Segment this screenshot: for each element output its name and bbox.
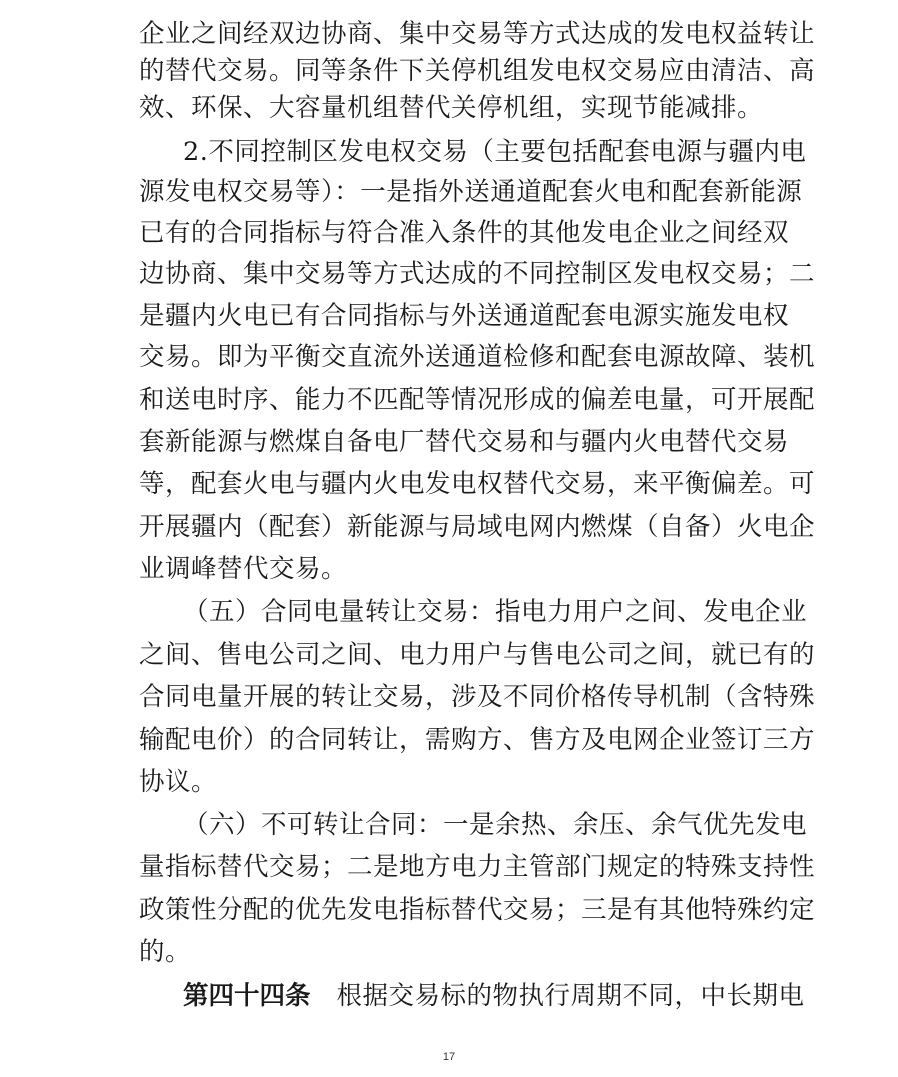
text-line: 业调峰替代交易。 [139,554,348,584]
text-line: 和送电时序、能力不匹配等情况形成的偏差电量，可开展配 [139,385,816,415]
text-line: 协议。 [139,767,218,797]
text-line: 的。 [139,937,192,967]
text-line: 开展疆内（配套）新能源与局域电网内燃煤（自备）火电企 [139,512,816,542]
text-line: 源发电权交易等）：一是指外送通道配套火电和配套新能源 [139,177,803,207]
text-line: 企业之间经双边协商、集中交易等方式达成的发电权益转让 [139,19,816,49]
page-number: 17 [442,1051,456,1063]
article-text: 根据交易标的物执行周期不同，中长期电 [336,981,805,1011]
paragraph-first-line: （六）不可转让合同：一是余热、余压、余气优先发电 [183,810,808,840]
paragraph-first-line: （五）合同电量转让交易：指电力用户之间、发电企业 [183,597,808,627]
text-line: 合同电量开展的转让交易，涉及不同价格传导机制（含特殊 [139,682,816,712]
text-line: 交易。即为平衡交直流外送通道检修和配套电源故障、装机 [139,342,816,372]
text-line: 等，配套火电与疆内火电发电权替代交易，来平衡偏差。可 [139,469,816,499]
paragraph-first-line: 2.不同控制区发电权交易（主要包括配套电源与疆内电 [183,137,807,167]
text-line: 边协商、集中交易等方式达成的不同控制区发电权交易；二 [139,259,816,289]
text-line: 效、环保、大容量机组替代关停机组，实现节能减排。 [139,93,764,123]
text-line: 输配电价）的合同转让，需购方、售方及电网企业签订三方 [139,725,816,755]
article-heading: 第四十四条 [183,981,311,1011]
text-line: 的替代交易。同等条件下关停机组发电权交易应由清洁、高 [139,56,816,86]
text-line: 量指标替代交易；二是地方电力主管部门规定的特殊支持性 [139,852,816,882]
article-line [183,976,805,1016]
text-line: 是疆内火电已有合同指标与外送通道配套电源实施发电权 [139,301,790,331]
text-line: 政策性分配的优先发电指标替代交易；三是有其他特殊约定 [139,895,816,925]
text-line: 已有的合同指标与符合准入条件的其他发电企业之间经双 [139,218,790,248]
text-line: 套新能源与燃煤自备电厂替代交易和与疆内火电替代交易 [139,427,790,457]
text-line: 之间、售电公司之间、电力用户与售电公司之间，就已有的 [139,640,816,670]
